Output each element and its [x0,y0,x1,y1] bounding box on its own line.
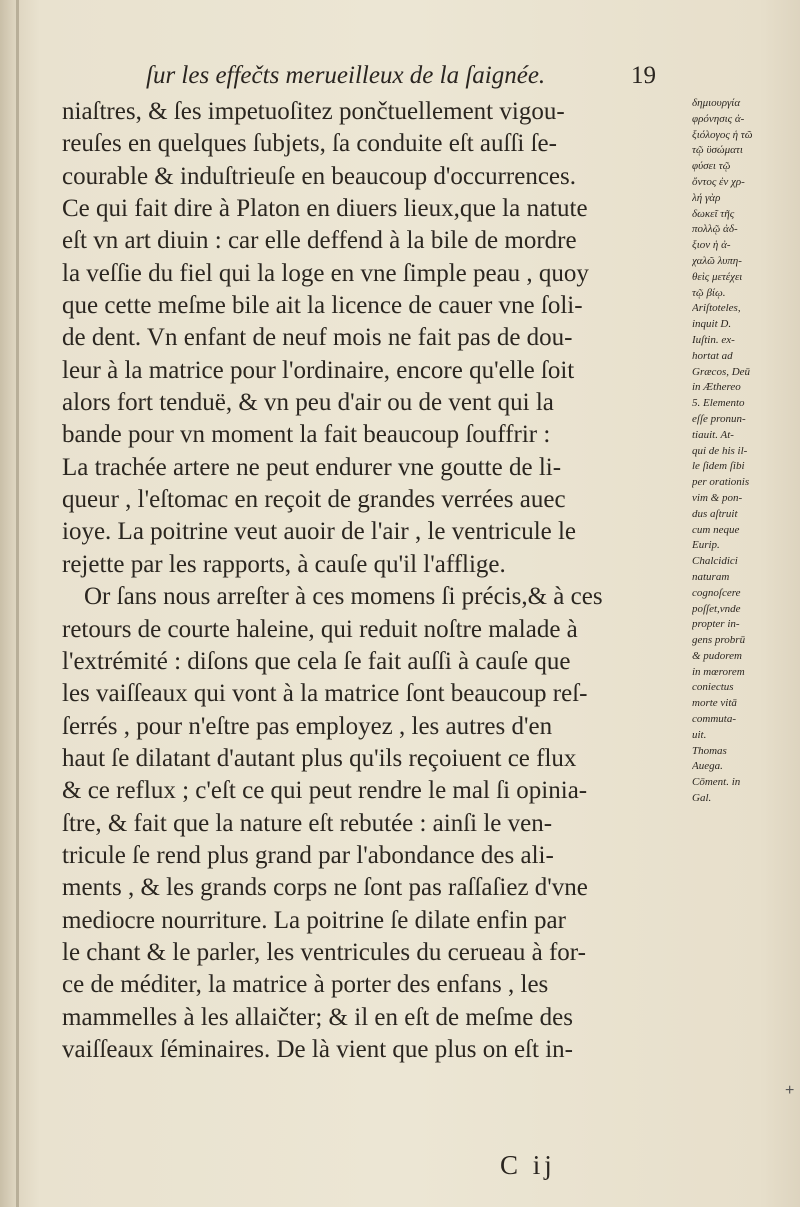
margin-note: Auega. [692,760,723,773]
text-line: ce de méditer, la matrice à porter des enfans , les [62,971,549,999]
margin-note: dus aſtruit [692,507,738,520]
text-line: leur à la matrice pour l'ordinaire, encore qu'elle ſoit [62,356,575,384]
text-line: l'extrémité : diſons que cela ſe fait auſſi à cauſe que [62,647,571,675]
text-line: queur , l'eſtomac en reçoit de grandes verrées auec [62,486,566,514]
text-line: & ce reflux ; c'eſt ce qui peut rendre le mal ſi opinia- [62,777,588,805]
margin-note: Thomas [692,744,727,757]
text-line: tricule ſe rend plus grand par l'abondance des ali- [62,841,554,869]
text-line: La trachée artere ne peut endurer vne goutte de li- [62,453,562,481]
text-line: reuſes en quelques ſubjets, ſa conduite eſt auſſi ſe- [62,130,557,158]
margin-note: & pudorem [692,649,743,662]
text-line: ioye. La poitrine veut auoir de l'air , le ventricule le [62,518,577,546]
margin-note: 5. Elemento [692,397,745,410]
margin-note: λή γὰρ [692,191,721,204]
margin-note: Eurip. [692,539,720,552]
margin-note: eſſe pronun- [692,412,746,425]
margin-note: θεὶς μετέχει [692,270,743,283]
margin-note: hortat ad [692,349,733,362]
margin-note: coniectus [692,681,734,694]
binding-gutter [16,0,19,1207]
margin-note: Gal. [692,792,712,805]
page-number: 19 [631,62,656,89]
text-line: vaiſſeaux ſéminaires. De là vient que plus on eſt in- [62,1035,573,1063]
text-line: ſerrés , pour n'eſtre pas employez , les autres d'en [62,712,553,740]
margin-note: χαλῶ λυπη- [692,254,742,267]
text-line: courable & induſtrieuſe en beaucoup d'occurrences. [62,162,577,190]
margin-note: cum neque [692,523,740,536]
margin-note: πολλῷ ἀδ- [692,223,738,236]
text-line: les vaiſſeaux qui vont à la matrice ſont beaucoup reſ- [62,680,588,708]
text-line: niaſtres, & ſes impetuoſitez pončtuellement vigou- [62,98,565,125]
text-line: Or ſans nous arreſter à ces momens ſi précis,& à ces [84,583,603,611]
margin-note: cognoſcere [692,586,741,599]
edge-cross-mark: + [785,1082,795,1099]
text-line: mediocre nourriture. La poitrine ſe dilate enfin par [62,906,566,934]
margin-note: Ariſtoteles, [692,302,741,315]
margin-notes [692,96,792,807]
margin-note: Græcos, Deū [692,365,751,378]
margin-note: Iuſtin. ex- [692,333,735,346]
margin-note: δωκεῖ τῆς [692,207,735,220]
margin-note: le ſidem ſibi [692,460,745,473]
text-line: Ce qui fait dire à Platon en diuers lieux,que la natute [62,195,588,223]
margin-note: δημιουργία [692,97,741,109]
text-line: ſtre, & fait que la nature eſt rebutée : ainſi le ven- [62,809,553,837]
margin-note: propter in- [692,618,740,631]
margin-note: φύσει τῷ [692,160,731,173]
signature-mark: C ij [500,1150,556,1180]
margin-note: in Æthereo [692,381,741,394]
margin-note: qui de his il- [692,444,748,457]
margin-note: vim & pon- [692,491,743,504]
margin-note: in mœrorem [692,665,745,678]
text-line: la veſſie du fiel qui la loge en vne ſimple peau , quoy [62,259,589,287]
text-line: bande pour vn moment la fait beaucoup ſouffrir : [62,421,551,449]
margin-note: commuta- [692,713,736,726]
margin-note: gens probrū [692,634,746,647]
text-line: alors fort tenduë, & vn peu d'air ou de vent qui la [62,389,554,417]
margin-note: per orationis [692,476,750,489]
running-title: ſur les effečts merueilleux de la ſaignée. [146,62,546,89]
text-line: rejette par les rapports, à cauſe qu'il l'afflige. [62,550,506,578]
margin-note: φρόνησις ἀ- [692,112,745,125]
text-line: eſt vn art diuin : car elle deffend à la bile de mordre [62,227,577,255]
margin-note: τῷ ϋσώματι [692,144,743,157]
margin-note: Chalcidici [692,555,738,568]
margin-note: inquit D. [692,318,732,331]
text-line: mammelles à les allaičter; & il en eſt de meſme des [62,1003,573,1031]
margin-note: ξιόλογος ἡ τῶ [692,128,753,141]
text-line: de dent. Vn enfant de neuf mois ne fait pas de dou- [62,324,573,352]
margin-note: ὄντος ἐν χρ- [692,175,745,188]
text-line: le chant & le parler, les ventricules du cerueau à for- [62,938,586,966]
text-line: que cette meſme bile ait la licence de cauer vne ſoli- [62,292,583,320]
margin-note: Cōment. in [692,776,741,789]
margin-note: morte vitā [692,697,737,710]
text-line: haut ſe dilatant d'autant plus qu'ils reçoiuent ce flux [62,744,577,772]
margin-note: poſſet,vnde [692,602,741,615]
body-text [62,96,692,1066]
margin-note: naturam [692,570,730,583]
margin-note: tiauit. At- [692,428,734,441]
text-line: retours de courte haleine, qui reduit noſtre malade à [62,615,578,643]
margin-note: τῷ βίῳ. [692,286,726,299]
margin-note: uit. [692,728,707,741]
margin-note: ξιον ἡ ἀ- [692,239,731,252]
text-line: ments , & les grands corps ne ſont pas raſſaſiez d'vne [62,874,588,902]
